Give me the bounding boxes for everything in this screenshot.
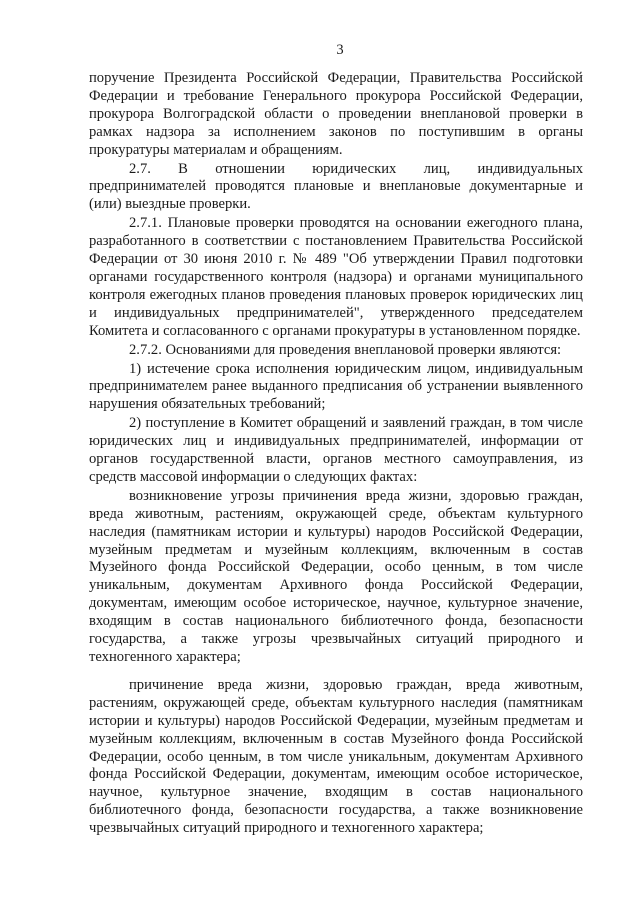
- paragraph-continuation: поручение Президента Российской Федерации, Правительства Российской Федерации и требование Генерального прокурора Российской Федерации, прокурора Волгоградской области о проведении внеплановой проверки в рамках надзора за исполнением законов по поступившим в органы прокуратуры материалам и обращениям.: [89, 70, 583, 158]
- fact-threat-of-harm: возникновение угрозы причинения вреда жизни, здоровью граждан, вреда животным, растениям, окружающей среде, объектам культурного наследия (памятникам истории и культуры) народов Российской Федерации, музейным предметам и музейным коллекциям, включенным в состав Музейного фонда Российской Федерации, особо ценным, в том числе уникальным, документам Архивного фонда Российской Федерации, документам, имеющим особое историческое, научное, культурное значение, входящим в состав национального библиотечного фонда, безопасности государства, а также угрозы чрезвычайных ситуаций природного и техногенного характера;: [89, 487, 583, 665]
- paragraph-2-7: 2.7. В отношении юридических лиц, индивидуальных предпринимателей проводятся плановые и внеплановые документарные и (или) выездные проверки.: [89, 160, 583, 213]
- list-item-1: 1) истечение срока исполнения юридическим лицом, индивидуальным предпринимателем ранее выданного предписания об устранении выявленного нарушения обязательных требований;: [89, 360, 583, 413]
- page-number: 3: [336, 42, 344, 58]
- list-item-2: 2) поступление в Комитет обращений и заявлений граждан, в том числе юридических лиц и индивидуальных предпринимателей, информации от органов государственной власти, органов местного самоуправления, из средств массовой информации о следующих фактах:: [89, 415, 583, 485]
- paragraph-2-7-1: 2.7.1. Плановые проверки проводятся на основании ежегодного плана, разработанного в соответствии с постановлением Правительства Российской Федерации от 30 июня 2010 г. № 489 "Об утверждении Правил подготовки органами государственного контроля (надзора) и органами муниципального контроля ежегодных планов проведения плановых проверок юридических лиц и индивидуальных предпринимателей", утвержденного председателем Комитета и согласованного с органами прокуратуры в установленном порядке.: [89, 215, 583, 339]
- paragraph-2-7-2: 2.7.2. Основаниями для проведения внеплановой проверки являются:: [129, 341, 562, 358]
- fact-harm-caused: причинение вреда жизни, здоровью граждан, вреда животным, растениям, окружающей среде, объектам культурного наследия (памятникам истории и культуры) народов Российской Федерации, музейным предметам и музейным коллекциям, включенным в состав Музейного фонда Российской Федерации, особо ценным, в том числе уникальным, документам Архивного фонда Российской Федерации, документам, имеющим особое историческое, научное, культурное значение, входящим в состав национального библиотечного фонда, безопасности государства, а также возникновение чрезвычайных ситуаций природного и техногенного характера;: [89, 676, 583, 837]
- document-body: [89, 70, 583, 838]
